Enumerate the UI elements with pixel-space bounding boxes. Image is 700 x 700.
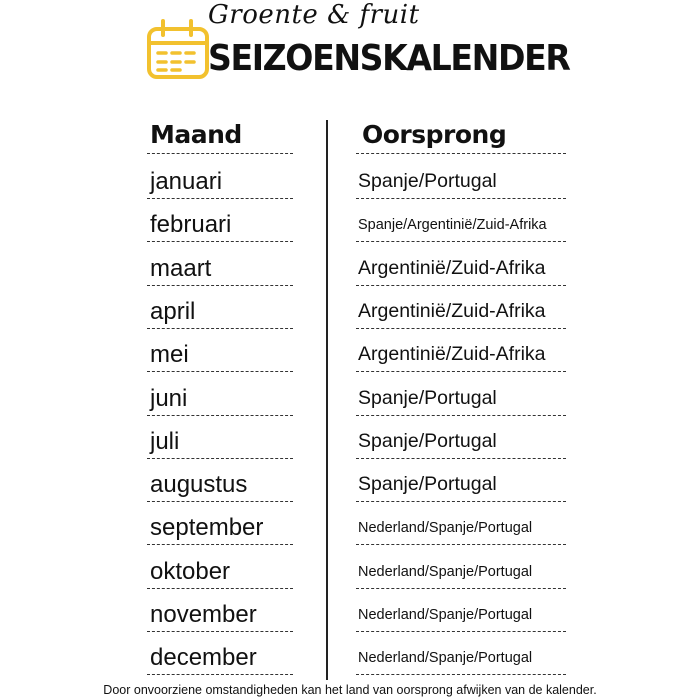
dashed-line — [356, 415, 566, 416]
origin-cell: Spanje/Portugal — [358, 170, 497, 192]
month-cell: juli — [150, 427, 180, 455]
dashed-line — [356, 198, 566, 199]
dashed-line — [147, 674, 293, 675]
dashed-line — [147, 371, 293, 372]
column-header-month: Maand — [150, 120, 242, 149]
origin-cell: Argentinië/Zuid-Afrika — [358, 299, 546, 322]
calendar-icon — [145, 17, 215, 83]
dashed-line — [356, 458, 566, 459]
origin-cell: Spanje/Portugal — [358, 429, 497, 452]
origin-cell: Nederland/Spanje/Portugal — [358, 607, 533, 623]
dashed-line — [356, 588, 566, 589]
month-cell: januari — [150, 168, 223, 195]
month-cell: mei — [150, 341, 189, 369]
origin-cell: Argentinië/Zuid-Afrika — [358, 256, 546, 279]
dashed-line — [147, 241, 293, 242]
month-cell: april — [150, 297, 196, 325]
column-divider — [326, 120, 328, 680]
month-cell: maart — [150, 254, 212, 282]
month-cell: augustus — [150, 471, 248, 499]
column-header-origin: Oorsprong — [362, 120, 507, 149]
month-cell: september — [150, 514, 264, 542]
origin-cell: Nederland/Spanje/Portugal — [358, 563, 533, 580]
origin-cell: Argentinië/Zuid-Afrika — [358, 343, 546, 366]
month-cell: februari — [150, 211, 232, 239]
page-title: SEIZOENSKALENDER — [208, 38, 570, 79]
dashed-line — [147, 631, 293, 632]
dashed-line — [356, 631, 566, 632]
month-cell: november — [150, 601, 257, 628]
dashed-line — [356, 153, 566, 154]
dashed-line — [147, 285, 293, 286]
dashed-line — [356, 674, 566, 675]
month-cell: december — [150, 644, 257, 672]
origin-cell: Nederland/Spanje/Portugal — [358, 520, 533, 537]
origin-cell: Nederland/Spanje/Portugal — [358, 650, 533, 667]
dashed-line — [147, 501, 293, 502]
dashed-line — [356, 328, 566, 329]
subtitle: Groente & fruit — [208, 0, 420, 30]
month-cell: juni — [150, 384, 188, 412]
origin-cell: Spanje/Portugal — [358, 473, 497, 496]
header — [0, 0, 700, 95]
dashed-line — [147, 198, 293, 199]
dashed-line — [147, 153, 293, 154]
dashed-line — [147, 588, 293, 589]
dashed-line — [356, 285, 566, 286]
month-cell: oktober — [150, 557, 231, 585]
dashed-line — [147, 415, 293, 416]
dashed-line — [356, 241, 566, 242]
dashed-line — [356, 544, 566, 545]
origin-cell: Spanje/Argentinië/Zuid-Afrika — [358, 217, 547, 234]
dashed-line — [356, 371, 566, 372]
dashed-line — [147, 328, 293, 329]
dashed-line — [147, 458, 293, 459]
dashed-line — [147, 544, 293, 545]
footer-note: Door onvoorziene omstandigheden kan het land van oorsprong afwijken van de kalender. — [103, 683, 597, 697]
origin-cell: Spanje/Portugal — [358, 386, 497, 409]
dashed-line — [356, 501, 566, 502]
